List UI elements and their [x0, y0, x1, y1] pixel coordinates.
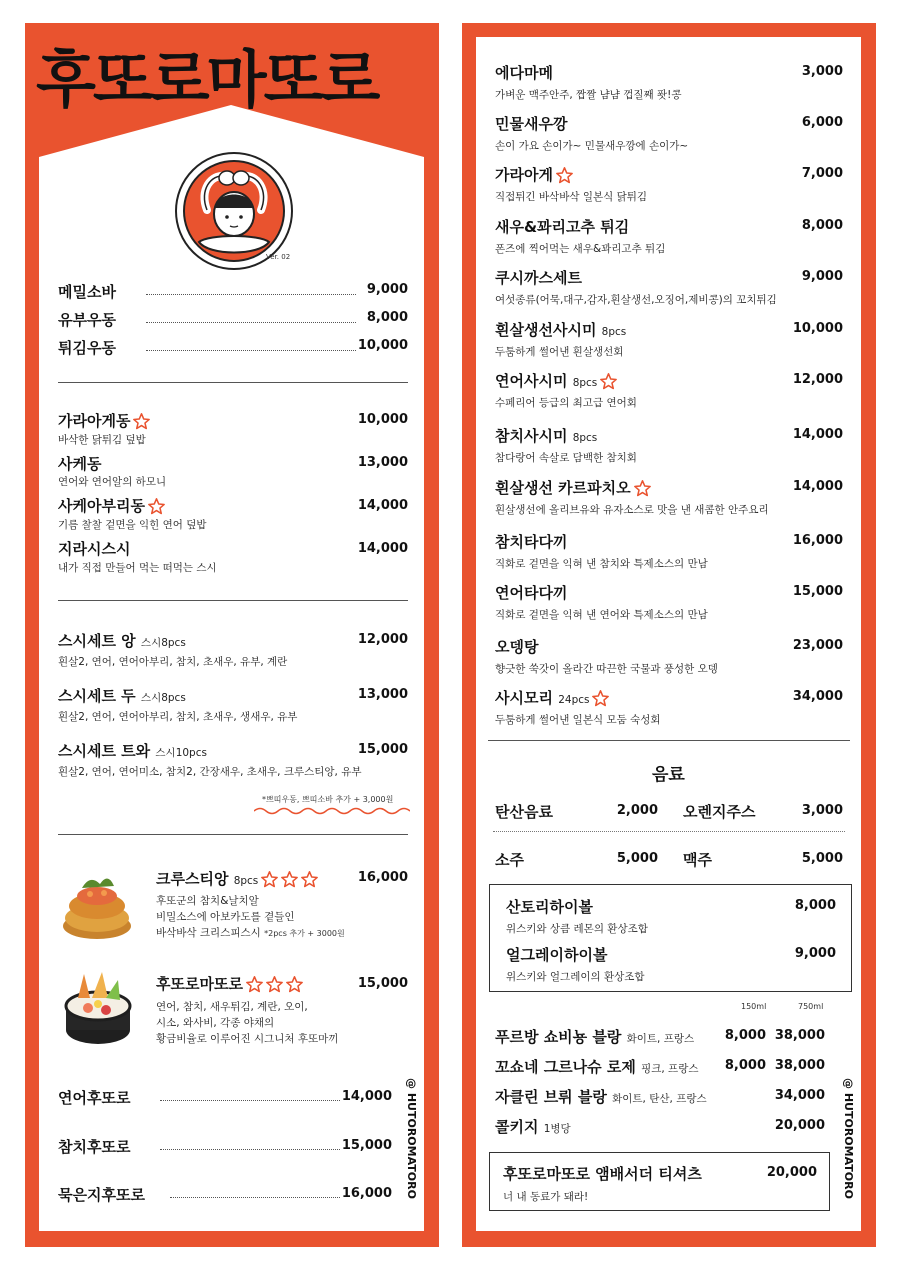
leader-dots	[160, 1100, 340, 1101]
side-item-desc: 두툼하게 썰어낸 일본식 모둠 숙성회	[495, 714, 661, 726]
side-item-price: 14,000	[792, 427, 843, 442]
side-item-price: 16,000	[792, 533, 843, 548]
menu-item-desc: 시소, 와사비, 각종 야채의	[156, 1017, 275, 1029]
side-item-desc: 수페리어 등급의 최고급 연어회	[495, 397, 637, 409]
drink-price: 5,000	[801, 851, 843, 866]
menu-item-name: 튀김우동	[58, 339, 116, 357]
wine-glass-price: 8,000	[724, 1058, 766, 1073]
wine-name: 푸르방 쇼비뇽 블랑 화이트, 프랑스	[495, 1028, 695, 1046]
menu-item-name: 후또로마또로	[156, 973, 303, 994]
side-item-name: 연어사시미 8pcs	[495, 370, 617, 391]
highball-price: 8,000	[794, 898, 836, 913]
menu-item-name: 가라아게동	[58, 410, 150, 431]
side-item-price: 15,000	[792, 584, 843, 599]
section-divider	[58, 834, 408, 835]
menu-item-price: 12,000	[357, 632, 408, 647]
side-item-name: 가라아게	[495, 164, 573, 185]
highball-desc: 위스키와 상큼 레몬의 환상조합	[506, 923, 648, 935]
star-icon	[556, 167, 573, 184]
menu-item-name: 스시세트 트와 스시10pcs	[58, 742, 207, 760]
menu-item-desc: 연어와 연어알의 하모니	[58, 476, 167, 488]
glass-size-header: 150ml	[741, 1002, 767, 1011]
wine-bottle-price: 38,000	[774, 1058, 825, 1073]
menu-item-price: 10,000	[357, 412, 408, 427]
highball-price: 9,000	[794, 946, 836, 961]
leader-dots	[160, 1149, 340, 1150]
leader-dots	[170, 1197, 340, 1198]
side-item-name: 쿠시까스세트	[495, 269, 582, 287]
side-item-desc: 직화로 겉면을 익혀 낸 참치와 특제소스의 만남	[495, 558, 708, 570]
side-item-name: 민물새우깡	[495, 115, 568, 133]
leader-dots	[146, 350, 356, 351]
bottle-size-header: 750ml	[798, 1002, 824, 1011]
menu-item-desc: 바삭바삭 크리스피스시 *2pcs 추가 + 3000원	[156, 927, 345, 939]
menu-item-name: 사케동	[58, 455, 102, 473]
menu-item-desc: 내가 직접 만들어 먹는 떠먹는 스시	[58, 562, 217, 574]
wine-name: 자클린 브뤼 블랑 화이트, 탄산, 프랑스	[495, 1088, 707, 1106]
menu-item-price: 10,000	[357, 338, 408, 353]
star-icon	[246, 976, 263, 993]
side-item-price: 34,000	[792, 689, 843, 704]
side-item-desc: 향긋한 쑥갓이 올라간 따끈한 국물과 풍성한 오뎅	[495, 663, 718, 675]
drink-price: 5,000	[616, 851, 658, 866]
drink-name: 탄산음료	[495, 803, 553, 821]
section-divider	[58, 382, 408, 383]
star-icon	[281, 871, 298, 888]
side-item-price: 14,000	[792, 479, 843, 494]
side-item-name: 참치사시미 8pcs	[495, 427, 598, 445]
side-item-desc: 폰즈에 찍어먹는 새우&꽈리고추 튀김	[495, 243, 666, 255]
menu-item-desc: 바삭한 닭튀김 덮밥	[58, 434, 146, 446]
menu-item-price: 15,000	[357, 976, 408, 991]
star-icon	[286, 976, 303, 993]
side-item-price: 9,000	[801, 269, 843, 284]
star-icon	[301, 871, 318, 888]
menu-item-desc: 흰살2, 연어, 연어미소, 참치2, 간장새우, 초새우, 크루스티앙, 유부	[58, 766, 362, 778]
leader-dots	[146, 294, 356, 295]
wavy-underline	[254, 806, 410, 816]
star-icon	[133, 413, 150, 430]
side-item-price: 10,000	[792, 321, 843, 336]
menu-item-price: 14,000	[341, 1089, 392, 1104]
crustian-photo	[60, 866, 134, 942]
star-icon	[261, 871, 278, 888]
menu-item-name: 유부우동	[58, 311, 116, 329]
side-item-desc: 여섯종류(어묵,대구,감자,흰살생선,오징어,제비콩)의 꼬치튀김	[495, 294, 777, 306]
side-item-desc: 가벼운 맥주안주, 짭짤 냠냠 껍질째 퐛!콩	[495, 89, 682, 101]
star-icon	[148, 498, 165, 515]
leader-dots	[146, 322, 356, 323]
side-item-price: 7,000	[801, 166, 843, 181]
menu-item-name: 메밀소바	[58, 283, 116, 301]
drink-name: 맥주	[683, 851, 712, 869]
menu-item-price: 8,000	[366, 310, 408, 325]
drinks-divider	[493, 831, 845, 832]
side-item-name: 흰살생선사시미 8pcs	[495, 321, 627, 339]
section-divider	[58, 600, 408, 601]
menu-item-desc: 비밀소스에 아보카도를 곁들인	[156, 911, 295, 923]
side-item-price: 8,000	[801, 218, 843, 233]
star-icon	[634, 480, 651, 497]
star-icon	[592, 690, 609, 707]
drinks-title: 음료	[652, 765, 685, 785]
menu-item-name: 연어후또로	[58, 1089, 131, 1107]
side-item-desc: 손이 가요 손이가~ 민물새우깡에 손이가~	[495, 140, 689, 152]
menu-item-price: 14,000	[357, 541, 408, 556]
drink-name: 오렌지주스	[683, 803, 756, 821]
menu-item-name: 스시세트 두 스시8pcs	[58, 687, 186, 705]
highball-name: 산토리하이볼	[506, 898, 593, 916]
menu-item-name: 크루스티앙 8pcs	[156, 868, 318, 889]
menu-item-price: 16,000	[357, 870, 408, 885]
side-item-name: 오뎅탕	[495, 638, 539, 656]
futomaki-photo	[62, 968, 134, 1048]
side-item-price: 3,000	[801, 64, 843, 79]
highball-desc: 위스키와 얼그레이의 환상조합	[506, 971, 645, 983]
wine-bottle-price: 38,000	[774, 1028, 825, 1043]
merch-price: 20,000	[766, 1165, 817, 1180]
menu-item-price: 13,000	[357, 687, 408, 702]
instagram-handle: @ HUTOROMATORO	[405, 1078, 418, 1199]
wine-bottle-price: 20,000	[774, 1118, 825, 1133]
star-icon	[600, 373, 617, 390]
wine-bottle-price: 34,000	[774, 1088, 825, 1103]
menu-item-price: 15,000	[357, 742, 408, 757]
side-item-price: 12,000	[792, 372, 843, 387]
menu-item-desc: 연어, 참치, 새우튀김, 계란, 오이,	[156, 1001, 308, 1013]
side-item-name: 에다마메	[495, 64, 553, 82]
menu-item-price: 9,000	[366, 282, 408, 297]
menu-item-price: 14,000	[357, 498, 408, 513]
drink-price: 3,000	[801, 803, 843, 818]
wine-glass-price: 8,000	[724, 1028, 766, 1043]
menu-item-name: 묵은지후또로	[58, 1186, 145, 1204]
menu-item-name: 지라시스시	[58, 540, 131, 558]
instagram-handle: @ HUTOROMATORO	[842, 1078, 855, 1199]
menu-item-price: 16,000	[341, 1186, 392, 1201]
side-item-desc: 흰살생선에 올리브유와 유자소스로 맛을 낸 새콤한 안주요리	[495, 504, 769, 516]
menu-item-name: 참치후또로	[58, 1138, 131, 1156]
logo-version: Ver. 02	[266, 253, 291, 261]
menu-item-desc: 후또군의 참치&날치알	[156, 895, 259, 907]
wine-name: 콜키지 1병당	[495, 1118, 571, 1136]
side-item-desc: 두툼하게 썰어낸 흰살생선회	[495, 346, 624, 358]
star-icon	[266, 976, 283, 993]
menu-item-desc: 기름 찰찰 겉면을 익힌 연어 덮밥	[58, 519, 207, 531]
sushi-add-note: *쁘띠우동, 쁘띠소바 추가 + 3,000원	[262, 795, 394, 804]
merch-name: 후또로마또로 앰배서더 티셔츠	[503, 1165, 702, 1183]
drink-name: 소주	[495, 851, 524, 869]
menu-item-desc: 흰살2, 연어, 연어아부리, 참치, 초새우, 유부, 계란	[58, 656, 288, 668]
side-item-name: 흰살생선 카르파치오	[495, 477, 651, 498]
side-item-price: 6,000	[801, 115, 843, 130]
menu-item-price: 13,000	[357, 455, 408, 470]
side-item-desc: 참다랑어 속살로 담백한 참치회	[495, 452, 637, 464]
drink-price: 2,000	[616, 803, 658, 818]
menu-item-desc: 황금비율로 이루어진 시그니처 후또마끼	[156, 1033, 339, 1045]
menu-item-name: 스시세트 앙 스시8pcs	[58, 632, 186, 650]
highball-name: 얼그레이하이볼	[506, 946, 608, 964]
wine-name: 꼬쇼네 그르나슈 로제 핑크, 프랑스	[495, 1058, 699, 1076]
section-divider	[488, 740, 850, 741]
restaurant-title: 후또로마또로	[36, 43, 378, 116]
side-item-desc: 직화로 겉면을 익혀 낸 연어와 특제소스의 만남	[495, 609, 708, 621]
menu-item-name: 사케아부리동	[58, 495, 165, 516]
side-item-name: 연어타다끼	[495, 584, 568, 602]
menu-item-price: 15,000	[341, 1138, 392, 1153]
side-item-desc: 직접튀긴 바삭바삭 일본식 닭튀김	[495, 191, 648, 203]
side-item-price: 23,000	[792, 638, 843, 653]
side-item-name: 사시모리 24pcs	[495, 687, 609, 708]
menu-item-desc: 흰살2, 연어, 연어아부리, 참치, 초새우, 생새우, 유부	[58, 711, 298, 723]
side-item-name: 참치타다끼	[495, 533, 568, 551]
side-item-name: 새우&꽈리고추 튀김	[495, 218, 630, 236]
merch-desc: 너 내 동료가 돼라!	[503, 1191, 589, 1203]
